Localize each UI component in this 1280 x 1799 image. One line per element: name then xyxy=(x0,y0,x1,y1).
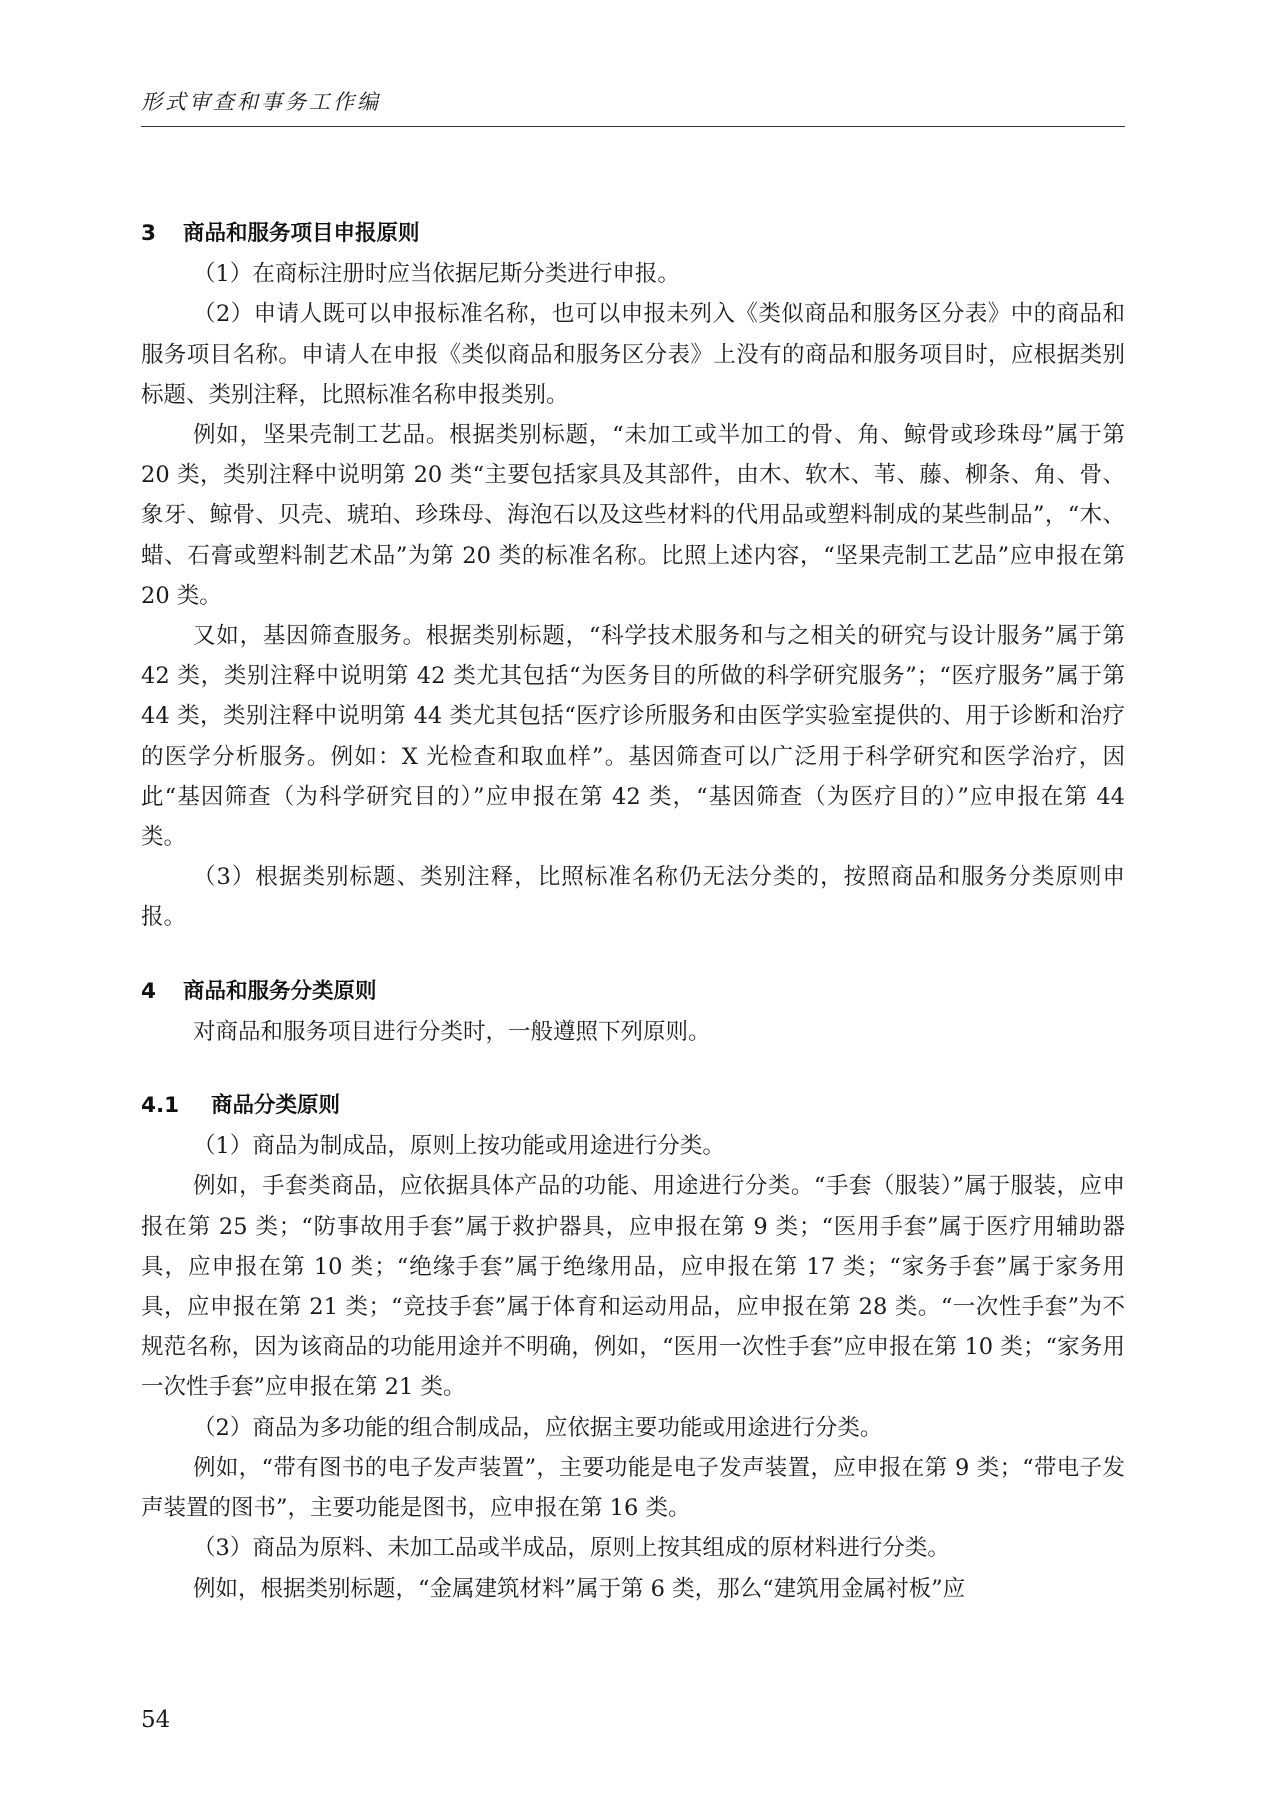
paragraph: （2）申请人既可以申报标准名称，也可以申报未列入《类似商品和服务区分表》中的商品和服务项目名称。申请人在申报《类似商品和服务区分表》上没有的商品和服务项目时，应根据类别标题、类别注释，比照标准名称申报类别。 xyxy=(141,301,1125,408)
paragraph: 例如，根据类别标题，“金属建筑材料”属于第 6 类，那么“建筑用金属衬板”应 xyxy=(193,1575,966,1602)
running-head: 形式审查和事务工作编 xyxy=(141,90,381,114)
section-title: 商品和服务项目申报原则 xyxy=(183,221,420,246)
paragraph: 例如，手套类商品，应依据具体产品的功能、用途进行分类。“手套（服装）”属于服装，应申报在第 25 类；“防事故用手套”属于救护器具，应申报在第 9 类；“医用手套”属于医疗用辅助器具，应申报在第 10 类；“绝缘手套”属于绝缘用品，应申报在第 17 类；“家务手套”属于家务用具，应申报在第 21 类；“竞技手套”属于体育和运动用品，应申报在第 28 类。“一次性手套”为不规范名称，因为该商品的功能用途并不明确，例如，“医用一次性手套”应申报在第 10 类；“家务用一次性手套”应申报在第 21 类。 xyxy=(141,1173,1125,1401)
paragraph: 例如，坚果壳制工艺品。根据类别标题，“未加工或半加工的骨、角、鲸骨或珍珠母”属于第 20 类，类别注释中说明第 20 类“主要包括家具及其部件，由木、软木、苇、藤、柳条、角、骨、象牙、鲸骨、贝壳、琥珀、珍珠母、海泡石以及这些材料的代用品或塑料制成的某些制品”，“木、蜡、石膏或塑料制艺术品”为第 20 类的标准名称。比照上述内容，“坚果壳制工艺品”应申报在第 20 类。 xyxy=(141,422,1125,609)
section-number: 4 xyxy=(141,978,156,1004)
paragraph: 又如，基因筛查服务。根据类别标题，“科学技术服务和与之相关的研究与设计服务”属于第 42 类，类别注释中说明第 42 类尤其包括“为医务目的所做的科学研究服务”；“医疗服务”属于第 44 类，类别注释中说明第 44 类尤其包括“医疗诊所服务和由医学实验室提供的、用于诊断和治疗的医学分析服务。例如：X 光检查和取血样”。基因筛查可以广泛用于科学研究和医学治疗，因此“基因筛查（为科学研究目的）”应申报在第 42 类，“基因筛查（为医疗目的）”应申报在第 44 类。 xyxy=(141,623,1125,851)
section-title: 商品和服务分类原则 xyxy=(183,978,377,1004)
page-number: 54 xyxy=(141,1707,171,1733)
section-4-1-heading xyxy=(141,1086,1125,1126)
section-4-heading xyxy=(141,972,1125,1012)
section-title: 商品分类原则 xyxy=(211,1093,341,1119)
paragraph: （3）商品为原料、未加工品或半成品，原则上按其组成的原材料进行分类。 xyxy=(193,1535,950,1562)
page-body xyxy=(141,214,1125,1609)
paragraph: （1）商品为制成品，原则上按功能或用途进行分类。 xyxy=(193,1133,725,1160)
paragraph: （1）在商标注册时应当依据尼斯分类进行申报。 xyxy=(193,261,680,288)
section-3-heading xyxy=(141,214,1125,254)
section-number: 4.1 xyxy=(141,1093,180,1119)
paragraph: （2）商品为多功能的组合制成品，应依据主要功能或用途进行分类。 xyxy=(193,1414,883,1441)
paragraph: 例如，“带有图书的电子发声装置”，主要功能是电子发声装置，应申报在第 9 类；“带电子发声装置的图书”，主要功能是图书，应申报在第 16 类。 xyxy=(141,1454,1125,1522)
header-rule xyxy=(141,126,1125,127)
section-number: 3 xyxy=(141,221,156,246)
paragraph: （3）根据类别标题、类别注释，比照标准名称仍无法分类的，按照商品和服务分类原则申报。 xyxy=(141,864,1125,931)
paragraph: 对商品和服务项目进行分类时，一般遵照下列原则。 xyxy=(193,1018,711,1045)
